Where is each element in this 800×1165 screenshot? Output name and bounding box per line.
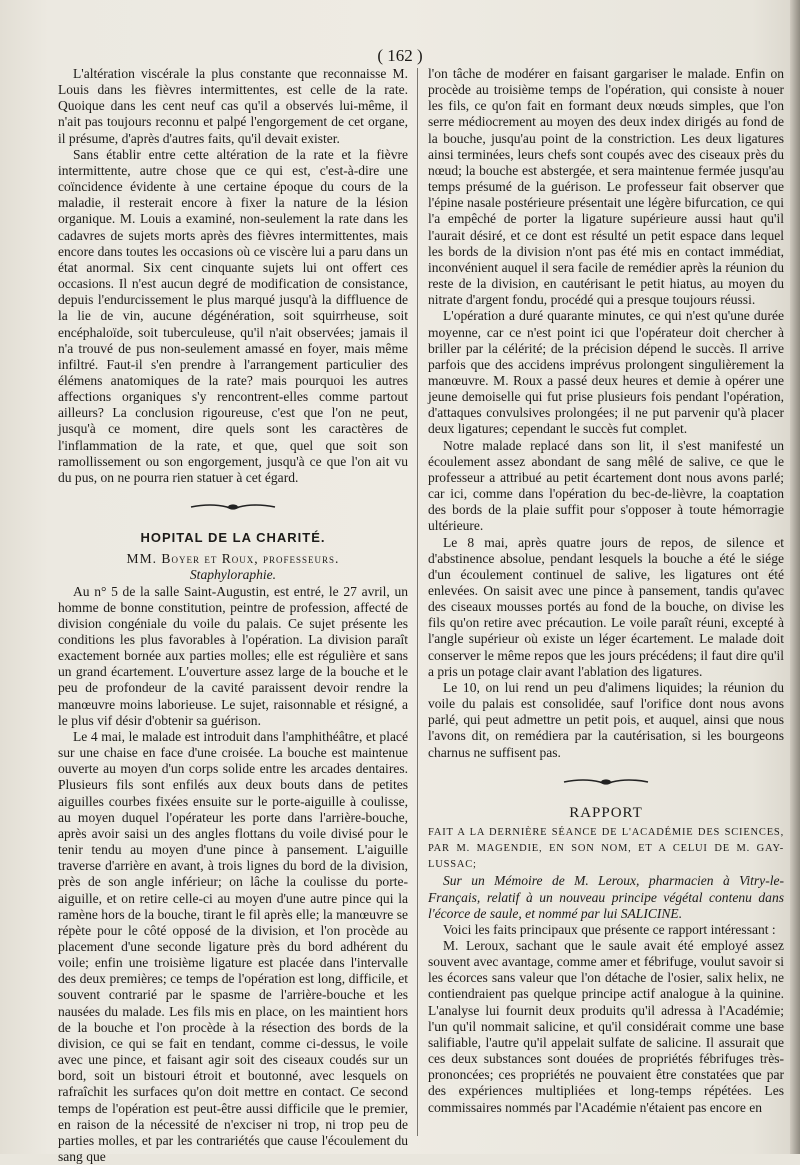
rapport-subtitle: FAIT A LA DERNIÈRE SÉANCE DE L'ACADÉMIE DES SCIENCES, PAR M. MAGENDIE, EN SON NOM, ET A CELUI DE M. GAY-LUSSAC;: [428, 826, 784, 871]
page-number: ( 162 ): [377, 46, 423, 65]
section-ornament: [189, 502, 277, 512]
paragraph-operation: Le 4 mai, le malade est introduit dans l'amphithéâtre, et placé sur une chaise en face d'une croisée. La bouche est maintenue ouverte au moyen d'un corps solide entre les arcades dentaires. Plusieurs fils sont enfilés aux deux bouts dans de petites aiguilles courbes fixées ensuite sur le porte-aiguille à coulisse, au moyen duquel l'opérateur les porte dans l'arrière-bouche, après avoir saisi un des angles flottans du voile divisé pour le tenir tendu au moyen d'une pince à pansement. L'aiguille traverse d'arrière en avant, à trois lignes du bord de la division, près de son angle inférieur; on lâche la coulisse du porte-aiguille, et on retire celle-ci au moyen d'une autre pince qui la ramène hors de la bouche, tirant le fil après elle; la manœuvre se répète pour le côté opposé de la division, et l'on procède au placement d'une seconde ligature près du bord adhérent du voile; enfin une troisième ligature est placée dans l'intervalle des deux premières; ce temps de l'opération est long, difficile, et souvent contrarié par le spasme de l'arrière-bouche et les nausées du malade. Les fils mis en place, on les maintient hors de la bouche et l'on procède à la résection des bords de la division, ce qui se fait en tendant, comme ci-dessus, le voile avec une pince, et faisant agir soit des ciseaux coudés sur un bord, soit un bistouri étroit et boutonné, avec lesquels on rafraîchit les surfaces qu'on doit mettre en contact. Ce second temps de l'opération est peut-être aussi difficile que le premier, en raison de la nécessité de n'exciser ni trop, ni trop peu de parties molles, et par les contrariétés que cause l'écoulement du sang que: [58, 728, 408, 1164]
paragraph-duration: L'opération a duré quarante minutes, ce qui n'est qu'une durée moyenne, car ce n'est point ici que l'opérateur doit chercher à briller par la célérité; de la précision dépend le succès. Il arrive parfois que des accidens imprévus prolongent singulièrement la manœuvre. M. Roux a passé deux heures et demie à opérer une jeune demoiselle qui fut prise plusieurs fois pendant l'opération, d'attaques convulsives prolongées; il ne put parvenir qu'à placer deux ligatures; cependant le succès fut complet.: [428, 308, 784, 437]
section-ornament: [562, 777, 650, 787]
left-column: [58, 66, 408, 1165]
paragraph-aftercare: Notre malade replacé dans son lit, il s'est manifesté un écoulement assez abondant de sang mêlé de salive, ce que le professeur a attribué au petit écartement dont nous avons parlé; car ici, comme dans l'opération du bec-de-lièvre, la coaptation des bords de la plaie suffit pour s'opposer à toute hémorragie ultérieure.: [428, 437, 784, 534]
paragraph-operation-cont: l'on tâche de modérer en faisant gargariser le malade. Enfin on procède au troisième temps de l'opération, qui consiste à nouer les fils, ce qu'on fait en formant deux nœuds simples, que l'on serre médiocrement au moyen des deux index dirigés au fond de la bouche, jusqu'au point de la constriction. Les deux ligatures ainsi terminées, leurs chefs sont coupés avec des ciseaux près du nœud; la bouche est abstergée, et sera maintenue fermée jusqu'au temps présumé de la guérison. Le professeur fait observer que l'épine nasale postérieure présentait une légère bifurcation, ce qui l'a empêché de porter la ligature supérieure aussi haut qu'il l'aurait désiré, et ce dont est résulté un petit espace dans lequel les bords de la division n'ont pas été mis en contact immédiat, inconvénient auquel il sera facile de remédier après la réunion du reste de la division, en cautérisant le petit hiatus, au moyen du nitrate d'argent fondu, procédé qui a presque toujours réussi.: [428, 66, 784, 308]
paragraph-may-10: Le 10, on lui rend un peu d'alimens liquides; la réunion du voile du palais est consolidée, sauf l'orifice dont nous avons parlé, qui peut admettre un petit pois, et auquel, ainsi que nous l'avons dit, on remédiera par la cautérisation, si les bourgeons charnus ne suffisent pas.: [428, 679, 784, 760]
right-column: [428, 66, 784, 1116]
paragraph-rapport-intro: Voici les faits principaux que présente ce rapport intéressant :: [443, 921, 776, 937]
section-heading: HOPITAL DE LA CHARITÉ.: [140, 530, 326, 546]
page-edge: [790, 0, 800, 1154]
column-divider: [417, 68, 418, 1136]
paragraph-spleen-lesion: L'altération viscérale la plus constante que reconnaisse M. Louis dans les fièvres intermittentes, est celle de la rate. Quoique dans les cent neuf cas qu'il a observés lui-même, il n'ait pas toujours reconnu et palpé l'engorgement de cet organe, il présume, d'après d'autres faits, qu'il devait exister.: [58, 66, 408, 146]
paragraph-case-intro: Au n° 5 de la salle Saint-Augustin, est entré, le 27 avril, un homme de bonne constitution, peintre de profession, affecté de division congéniale du voile du palais. Ce sujet présente les conditions les plus favorables à l'opération. La division paraît exactement bornée aux parties molles; elle est régulière et sans un grand écartement. L'ouverture assez large de la bouche et le peu de profondeur de la cavité paraissent devoir rendre la manœuvre moins laborieuse. Le sujet, raisonnable et résigné, a le plus vif désir d'obtenir sa guérison.: [58, 583, 408, 728]
rapport-memoire: Sur un Mémoire de M. Leroux, pharmacien à Vitry-le-Français, relatif à un nouveau principe végétal contenu dans l'écorce de saule, et nommé par lui SALICINE.: [428, 873, 784, 921]
authors-line: MM. Boyer et Roux, professeurs.: [126, 551, 340, 567]
paragraph-leroux: M. Leroux, sachant que le saule avait été employé assez souvent avec avantage, comme amer et fébrifuge, voulut savoir si les écorces sans valeur que l'on détache de l'osier, salix helix, ne contiendraient pas quelque principe actif analogue à la quinine. L'analyse lui fournit deux produits qu'il adressa à l'Académie; l'un qu'il nommait salicine, et qu'il considérait comme une base salifiable, l'autre qu'il appelait sulfate de salicine. Il assurait que ces deux substances sont douées de propriétés fébrifuges très-prononcées; ces propriétés ne pouvaient être constatées que par des expériences multipliées et long-temps répétées. Les commissaires nommés par l'Académie n'étaient pas encore en: [428, 937, 784, 1115]
rapport-title: RAPPORT: [569, 804, 643, 821]
paragraph-may-8: Le 8 mai, après quatre jours de repos, de silence et d'abstinence absolue, pendant lesquels la bouche a été le siége d'un écoulement continuel de salive, les ligatures ont été enlevées. On saisit avec une pince à pansement, tandis qu'avec des ciseaux mousses portés au fond de la bouche, on divise les fils qu'on retire avec précaution. Le voile paraît réuni, excepté à l'angle supérieur où existe un léger écartement. Le malade doit conserver le même repos que les jours précédens; il faut dire qu'il a pris un potage clair avant l'ablation des ligatures.: [428, 534, 784, 679]
paragraph-spleen-study: Sans établir entre cette altération de la rate et la fièvre intermittente, autre chose que ce qui est, c'est-à-dire une coïncidence évidente à une certaine époque du cours de la maladie, il resterait encore à fixer la nature de la lésion organique. M. Louis a examiné, non-seulement la rate dans les cadavres de sujets morts après des fièvres intermittentes, mais encore dans toutes les occasions où ce viscère lui a paru dans un état anormal. Six cent cinquante sujets lui ont offert ces occasions. Il n'est aucun degré de modification de consistance, depuis l'endurcissement le plus marqué jusqu'à la diffluence de la lie de vin, aucune dégénération, soit squirrheuse, soit encéphaloïde, soit tuberculeuse, qu'il n'ait observées; jamais il n'a trouvé de pus non-seulement amassé en foyer, mais même infiltré. Faut-il s'en prendre à l'arrangement particulier des élémens anatomiques de la rate? mais pourquoi les autres affections organiques s'y rencontrent-elles comme partout ailleurs? La conclusion rigoureuse, c'est que l'on ne peut, jusqu'à ce moment, dire quels sont les caractères de l'inflammation de la rate, et que, quel que soit son ramollissement ou son engorgement, jusqu'à ce que l'on ait vu du pus, on ne pourra rien statuer à cet égard.: [58, 146, 408, 485]
subject-line: Staphyloraphie.: [189, 567, 277, 583]
